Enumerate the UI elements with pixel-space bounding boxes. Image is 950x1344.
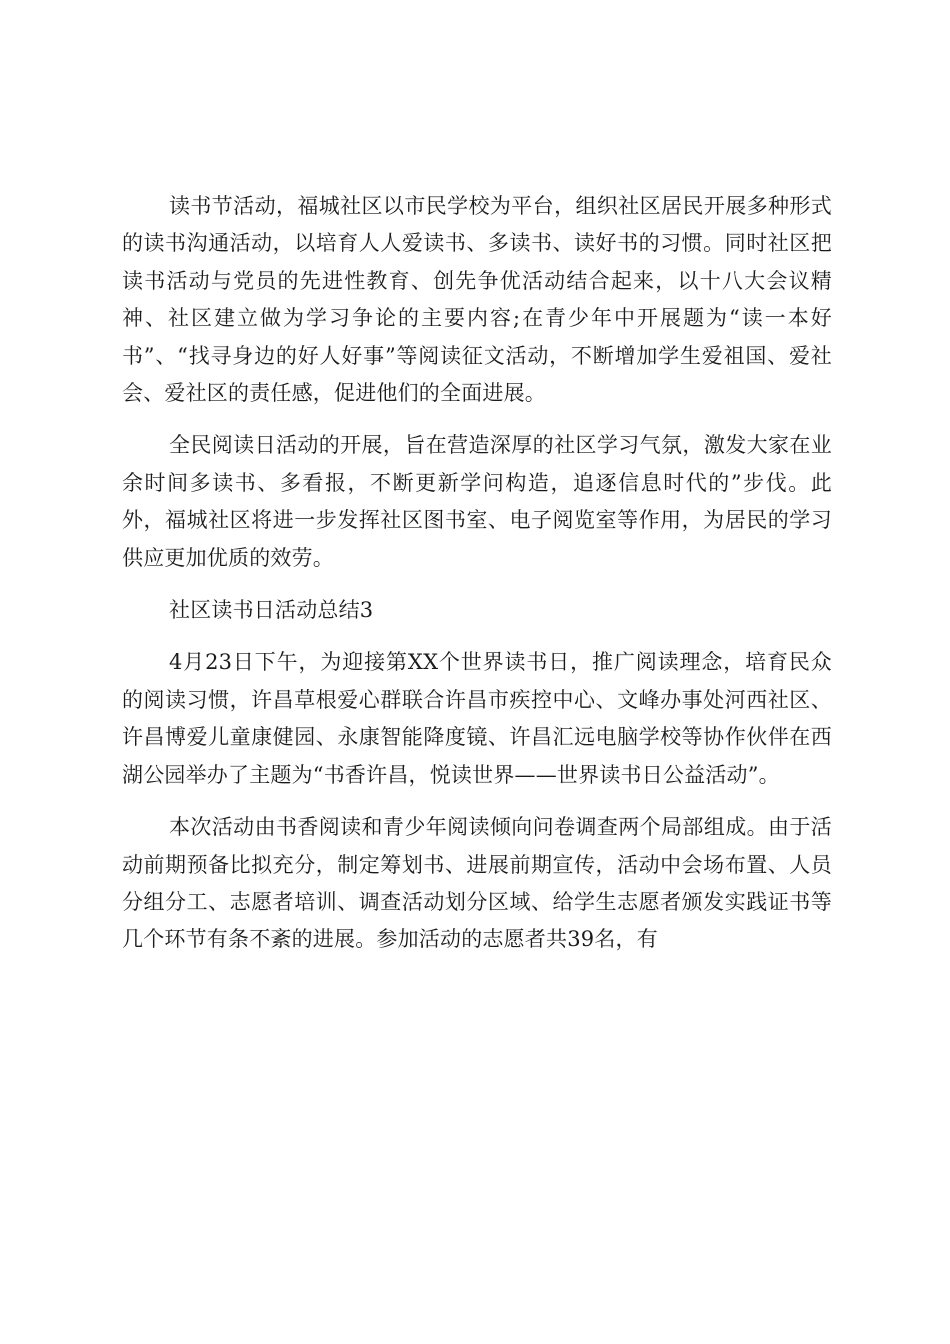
paragraph-april-event: 4月23日下午，为迎接第XX个世界读书日，推广阅读理念，培育民众的阅读习惯，许昌草根爱心群联合许昌市疾控中心、文峰办事处河西社区、许昌博爱儿童康健园、永康智能降度镜、许昌汇远电脑学校等协作伙伴在西湖公园举办了主题为“书香许昌，悦读世界——世界读书日公益活动”。: [122, 650, 832, 787]
document-body: [122, 188, 832, 974]
paragraph-reading-festival: 读书节活动，福城社区以市民学校为平台，组织社区居民开展多种形式的读书沟通活动，以培育人人爱读书、多读书、读好书的习惯。同时社区把读书活动与党员的先进性教育、创先争优活动结合起来，以十八大会议精神、社区建立做为学习争论的主要内容;在青少年中开展题为“读一本好书”、“找寻身边的好人好事”等阅读征文活动，不断增加学生爱祖国、爱社会、爱社区的责任感，促进他们的全面进展。: [122, 194, 832, 406]
paragraph-reading-day: 全民阅读日活动的开展，旨在营造深厚的社区学习气氛，激发大家在业余时间多读书、多看报，不断更新学问构造，追逐信息时代的”步伐。此外，福城社区将进一步发挥社区图书室、电子阅览室等作用，为居民的学习供应更加优质的效劳。: [122, 433, 832, 570]
paragraph-activity-details: 本次活动由书香阅读和青少年阅读倾向问卷调查两个局部组成。由于活动前期预备比拟充分，制定筹划书、进展前期宣传，活动中会场布置、人员分组分工、志愿者培训、调查活动划分区域、给学生志愿者颁发实践证书等几个环节有条不紊的进展。参加活动的志愿者共39名，有: [122, 815, 832, 952]
section-heading: 社区读书日活动总结3: [169, 598, 374, 623]
